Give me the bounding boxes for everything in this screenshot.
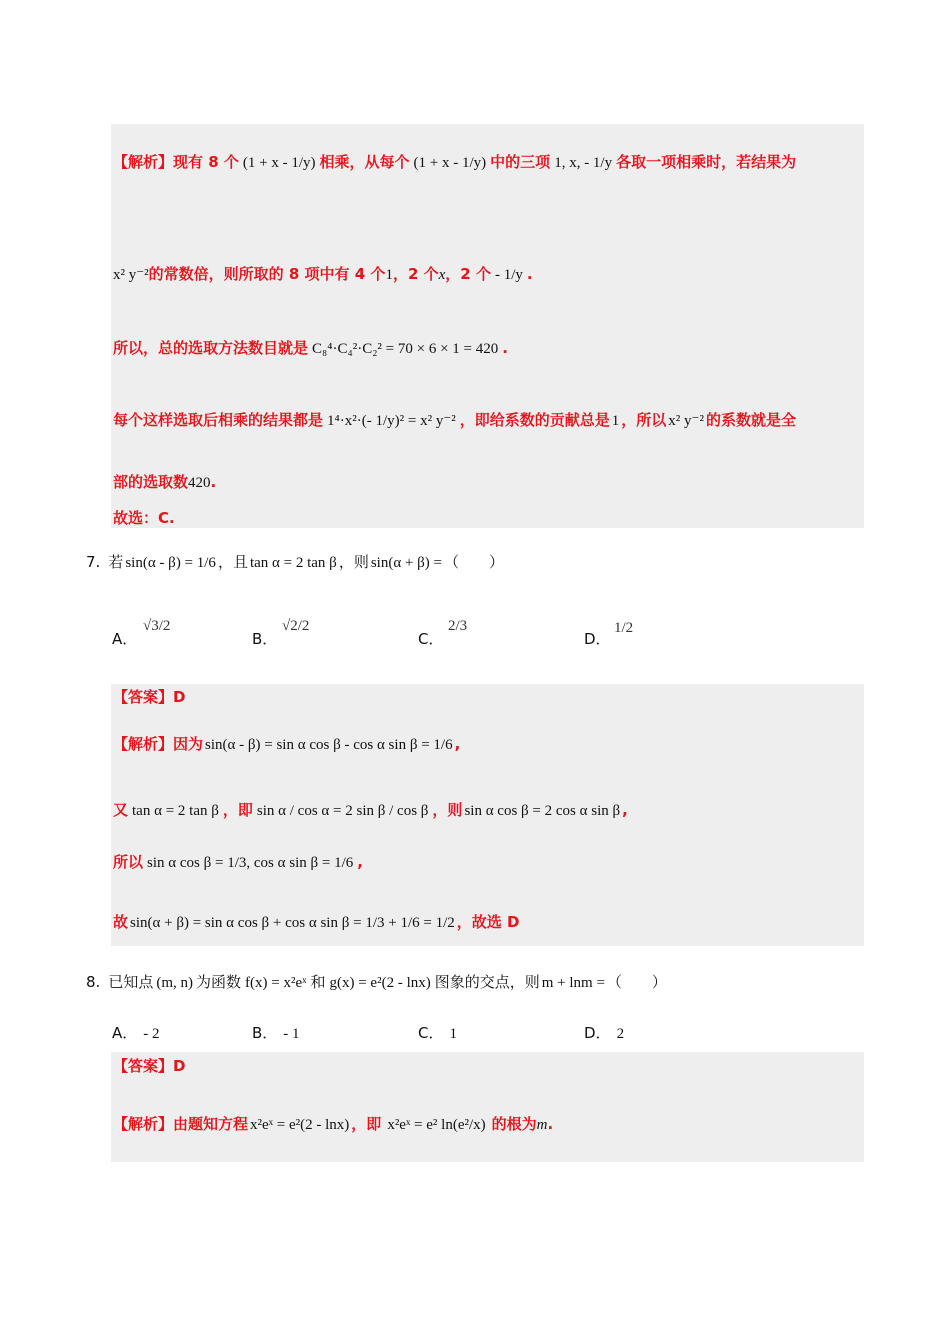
text: 相乘，从每个	[319, 153, 410, 171]
math-expr: 1	[385, 267, 393, 283]
math-expr: x	[438, 267, 446, 283]
math-expr: x²eˣ = e² ln(e²/x)	[387, 1117, 486, 1133]
math-expr: m + lnm =	[541, 975, 605, 991]
text: 的常数倍，则所取的 8 项中有 4 个	[148, 265, 386, 283]
math-expr: sin α cos β = 2 cos α sin β	[464, 803, 621, 819]
text: 图象的交点，则	[434, 973, 540, 991]
option-label: D．	[584, 1024, 611, 1042]
option-value: 2	[616, 1026, 625, 1042]
solution-6-line-5	[113, 474, 216, 492]
option-label: B．	[252, 630, 278, 648]
text: 为函数	[196, 973, 242, 991]
text: ，即	[351, 1115, 382, 1133]
answer-8-box	[111, 1052, 864, 1162]
text: 因为	[173, 735, 204, 753]
math-expr: C₈⁴·C₄²·C₂² = 70 × 6 × 1 = 420	[312, 341, 499, 357]
option-value: 1	[449, 1026, 457, 1042]
option-label: A．	[112, 1024, 138, 1042]
text: ，且	[217, 553, 248, 571]
math-expr: 1	[611, 413, 620, 429]
question-7	[86, 554, 504, 572]
math-expr: x²eˣ = e²(2 - lnx)	[250, 1117, 350, 1133]
text: 所以，总的选取方法数目就是	[113, 339, 309, 357]
text: 每个这样选取后相乘的结果都是	[113, 411, 324, 429]
option-value: - 1	[283, 1026, 300, 1042]
text: .	[502, 339, 508, 357]
q7-option-b	[252, 628, 277, 649]
math-expr: 1, x, - 1/y	[554, 155, 613, 171]
question-8	[86, 974, 667, 992]
text: 由题知方程	[173, 1115, 249, 1133]
solution-6-line-3	[113, 340, 508, 358]
q8-option-a	[112, 1022, 160, 1043]
math-expr: x² y⁻²	[113, 267, 149, 283]
answer-8-line-1	[113, 1116, 553, 1134]
analysis-label: 【解析】	[113, 735, 174, 753]
math-expr: sin(α - β) = sin α cos β - cos α sin β = 1/6	[205, 737, 453, 753]
option-label: C．	[418, 630, 444, 648]
solution-6-line-4	[113, 412, 796, 430]
text: .	[547, 1115, 554, 1133]
q7-option-b-value: √2/2	[282, 618, 310, 634]
option-label: B．	[252, 1024, 278, 1042]
math-expr: x² y⁻²	[668, 413, 704, 429]
text: ，故选 D	[456, 913, 520, 931]
text: ，所以	[621, 411, 667, 429]
answer-7-line-1	[113, 736, 460, 754]
text: ,	[454, 735, 461, 753]
text: ，即给系数的贡献总是	[459, 411, 610, 429]
math-expr: 420	[188, 475, 211, 491]
math-expr: g(x) = e²(2 - lnx)	[329, 975, 431, 991]
text: 和	[310, 973, 326, 991]
answer-8-label: 【答案】D	[113, 1057, 186, 1075]
q8-option-b	[252, 1022, 300, 1043]
text: .	[210, 473, 217, 491]
answer-paren: （ ）	[606, 973, 667, 991]
text: 中的三项	[490, 153, 551, 171]
math-expr: (1 + x - 1/y)	[413, 155, 487, 171]
math-expr: (m, n)	[156, 975, 193, 991]
q7-option-a	[112, 628, 137, 649]
q8-option-d	[584, 1022, 624, 1043]
q7-option-c-value: 2/3	[448, 618, 468, 634]
question-number: 8.	[86, 973, 101, 991]
text: 所以	[113, 853, 144, 871]
text: ，2 个	[445, 265, 491, 283]
solution-6-line-6	[113, 510, 175, 527]
math-expr: sin α / cos α = 2 sin β / cos β	[256, 803, 429, 819]
question-number: 7.	[86, 553, 101, 571]
math-expr: tan α = 2 tan β	[132, 803, 219, 819]
text: 的系数就是全	[705, 411, 796, 429]
q7-option-d-value: 1/2	[614, 620, 634, 636]
text: .	[526, 265, 533, 283]
text: ，则	[432, 801, 463, 819]
text: 故选：C.	[113, 509, 175, 527]
math-expr: f(x) = x²eˣ	[245, 975, 307, 991]
text: ,	[357, 853, 363, 871]
math-expr: - 1/y	[494, 267, 523, 283]
q7-option-a-value: √3/2	[143, 618, 171, 634]
answer-paren: （ ）	[443, 553, 504, 571]
q8-option-c	[418, 1022, 457, 1043]
math-expr: 1⁴·x²·(- 1/y)² = x² y⁻²	[327, 413, 456, 429]
analysis-label: 【解析】	[113, 1115, 174, 1133]
solution-6-box	[111, 124, 864, 528]
math-expr: sin(α + β) =	[370, 555, 442, 571]
math-expr: sin α cos β = 1/3, cos α sin β = 1/6	[147, 855, 354, 871]
option-value: - 2	[143, 1026, 160, 1042]
answer-7-line-4	[113, 914, 519, 932]
math-expr: tan α = 2 tan β	[249, 555, 337, 571]
math-expr: sin(α + β) = sin α cos β + cos α sin β = 1/3 + 1/6 = 1/2	[130, 915, 455, 931]
text: ,	[622, 801, 628, 819]
text: 故	[113, 913, 129, 931]
text: 若	[108, 553, 124, 571]
option-label: D．	[584, 630, 611, 648]
solution-6-line-1	[113, 154, 796, 172]
solution-6-line-2	[113, 266, 533, 284]
option-label: C．	[418, 1024, 444, 1042]
math-expr: (1 + x - 1/y)	[242, 155, 316, 171]
option-label: A．	[112, 630, 138, 648]
text: ，即	[222, 801, 253, 819]
math-expr: m	[536, 1117, 548, 1133]
q7-option-d	[584, 628, 611, 649]
answer-7-line-2	[113, 802, 628, 820]
text: ，2 个	[392, 265, 439, 283]
answer-7-label: 【答案】D	[113, 688, 186, 706]
text: ，则	[338, 553, 369, 571]
text: 又	[113, 801, 129, 819]
text: 已知点	[108, 973, 154, 991]
text: 的根为	[491, 1115, 537, 1133]
text: 部的选取数	[113, 473, 189, 491]
text: 各取一项相乘时，若结果为	[616, 153, 797, 171]
text: 现有 8 个	[173, 153, 239, 171]
answer-7-line-3	[113, 854, 363, 872]
math-expr: sin(α - β) = 1/6	[125, 555, 216, 571]
answer-7-box	[111, 684, 864, 946]
q7-option-c	[418, 628, 443, 649]
analysis-label: 【解析】	[113, 153, 174, 171]
